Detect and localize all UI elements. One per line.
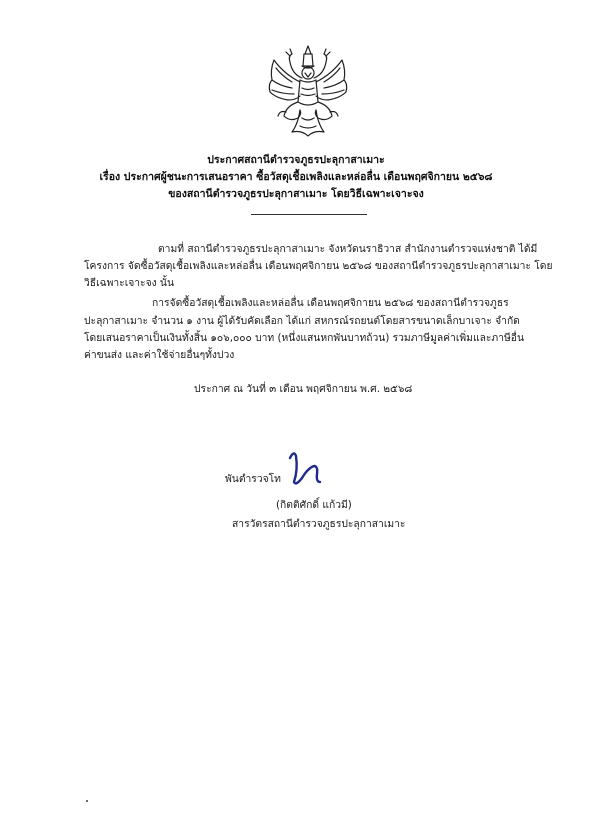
signer-position: สารวัตรสถานีตำรวจภูธรปะลุกาสาเมาะ [232,518,406,530]
handwritten-signature-icon [284,448,328,488]
paragraph-1-line-1: ตามที่ สถานีตำรวจภูธรปะลุกาสาเมาะ จังหวัดนราธิวาส สำนักงานตำรวจแห่งชาติ ได้มี [158,243,538,255]
paragraph-1-line-2: โครงการ จัดซื้อวัสดุเชื้อเพลิงและหล่อลื่น เดือนพฤศจิกายน ๒๕๖๘ ของสถานีตำรวจภูธรปะลุกาสาเมาะ โดย [84,260,553,272]
garuda-emblem-icon [262,44,354,140]
paragraph-1-line-3: วิธีเฉพาะเจาะจง นั้น [84,277,174,289]
paragraph-2-line-2: ปะลุกาสาเมาะ จำนวน ๑ งาน ผู้ได้รับคัดเลือก ได้แก่ สหกรณ์รถยนต์โดยสารขนาดเล็กบาเจาะ จำกัด [84,315,520,327]
paragraph-2-line-4: ค่าขนส่ง และค่าใช้จ่ายอื่นๆทั้งปวง [84,349,235,361]
page-speck [86,800,88,802]
signer-name: (กิตติศักดิ์ แก้วมี) [276,499,352,511]
paragraph-2-line-1: การจัดซื้อวัสดุเชื้อเพลิงและหล่อลื่น เดือนพฤศจิกายน ๒๕๖๘ ของสถานีตำรวจภูธร [152,297,509,309]
announcement-subtitle: ของสถานีตำรวจภูธรปะลุกาสาเมาะ โดยวิธีเฉพาะเจาะจง [168,188,424,200]
announcement-title: ประกาศสถานีตำรวจภูธรปะลุกาสาเมาะ [207,154,385,166]
header-divider [251,214,367,215]
signer-rank: พันตำรวจโท [225,473,281,485]
paragraph-2-line-3: โดยเสนอราคาเป็นเงินทั้งสิ้น ๑๐๖,๐๐๐ บาท (หนึ่งแสนหกพันบาทถ้วน) รวมภาษีมูลค่าเพิ่มและภาษีอื่น [84,332,524,344]
announcement-subject: เรื่อง ประกาศผู้ชนะการเสนอราคา ซื้อวัสดุเชื้อเพลิงและหล่อลื่น เดือนพฤศจิกายน ๒๕๖๘ [99,171,493,183]
announcement-date: ประกาศ ณ วันที่ ๓ เดือน พฤศจิกายน พ.ศ. ๒๕๖๘ [194,383,413,395]
